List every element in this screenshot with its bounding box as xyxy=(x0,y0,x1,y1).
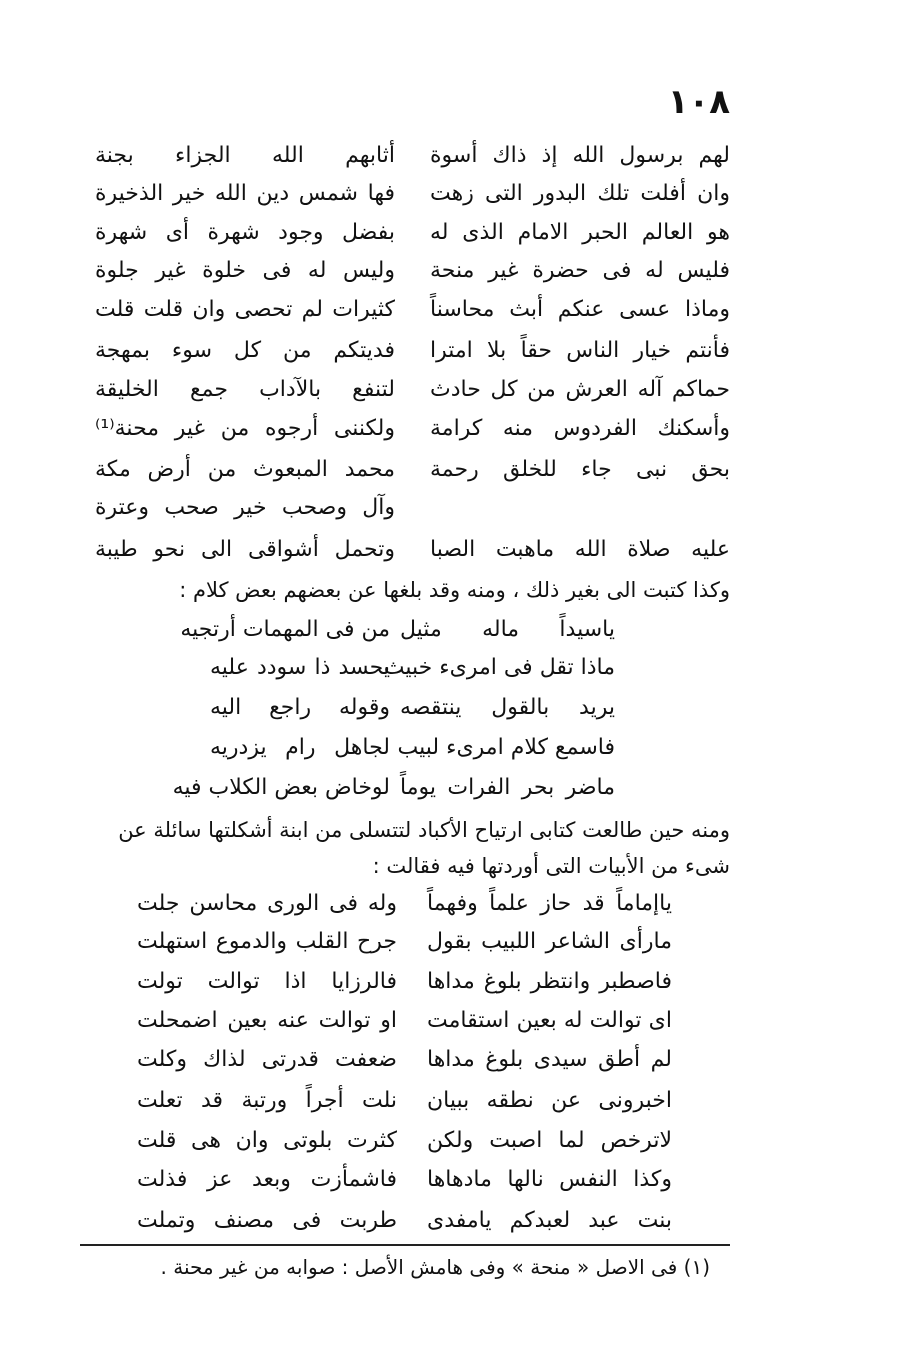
first-hemistich: هو العالم الحبر الامام الذى له xyxy=(430,220,730,245)
second-hemistich: جرح القلب والدموع استهلت xyxy=(137,929,397,954)
first-hemistich: وأسكنك الفردوس منه كرامة xyxy=(430,416,730,441)
page-number: ١٠٨ xyxy=(667,82,730,122)
first-hemistich: لم أطق سيدى بلوغ مداها xyxy=(427,1047,672,1072)
footnote: (١) فى الاصل « منحة » وفى هامش الأصل : صوابه من غير محنة . xyxy=(160,1255,710,1279)
second-hemistich: من فى المهمات أرتجيه xyxy=(180,617,390,642)
second-hemistich: يحسد ذا سودد عليه xyxy=(210,655,390,680)
verse xyxy=(0,612,910,650)
second-hemistich: او توالت عنه بعين اضمحلت xyxy=(137,1008,397,1033)
verse xyxy=(0,372,910,410)
verse xyxy=(0,215,910,253)
second-hemistich: فديتكم من كل سوء بمهجة xyxy=(95,338,395,363)
first-hemistich: اى توالت له بعين استقامت xyxy=(427,1008,672,1033)
second-hemistich: فالرزايا اذا توالت تولت xyxy=(137,969,397,994)
verse xyxy=(0,1083,910,1121)
first-hemistich: وكذا النفس نالها مادهاها xyxy=(427,1167,672,1192)
footnote-rule xyxy=(80,1244,730,1246)
verse xyxy=(0,292,910,330)
second-hemistich: بفضل وجود شهرة أى شهرة xyxy=(95,220,395,245)
first-hemistich: لهم برسول الله إذ ذاك أسوة xyxy=(430,143,730,168)
second-hemistich: طربت فى مصنف وتملت xyxy=(137,1208,397,1233)
verse xyxy=(0,411,910,449)
verse xyxy=(0,253,910,291)
prose-paragraph: وكذا كتبت الى بغير ذلك ، ومنه وقد بلغها عن بعضهم بعض كلام : xyxy=(179,578,730,602)
first-hemistich: وماذا عسى عنكم أبث محاسناً xyxy=(430,297,730,322)
first-hemistich: فاسمع كلام امرىء لبيب xyxy=(397,735,615,760)
first-hemistich: ياإماماً قد حاز علماً وفهماً xyxy=(427,891,672,916)
verse xyxy=(0,650,910,688)
verse xyxy=(0,1162,910,1200)
verse xyxy=(0,176,910,214)
first-hemistich: لاترخص لما اصبت ولكن xyxy=(427,1128,672,1153)
first-hemistich: بنت عبد لعبدكم يامفدى xyxy=(427,1208,672,1233)
first-hemistich: فاصطبر وانتظر بلوغ مداها xyxy=(427,969,672,994)
verse xyxy=(0,138,910,176)
prose-line: ومنه حين طالعت كتابى ارتياح الأكباد لتتسلى من ابنة أشكلتها سائلة عن xyxy=(118,818,730,842)
second-hemistich: وله فى الورى محاسن جلت xyxy=(137,891,397,916)
second-hemistich: فها شمس دين الله خير الذخيرة xyxy=(95,181,395,206)
verse xyxy=(0,770,910,808)
first-hemistich: فأنتم خيار الناس حقاً بلا امترا xyxy=(430,338,730,363)
second-hemistich: لجاهل رام يزدريه xyxy=(210,735,390,760)
verse xyxy=(0,1203,910,1241)
verse xyxy=(0,452,910,490)
verse xyxy=(0,924,910,962)
verse xyxy=(0,333,910,371)
second-hemistich: كثيرات لم تحصى وان قلت قلت xyxy=(95,297,395,322)
first-hemistich: حماكم آله العرش من كل حادث xyxy=(430,377,730,402)
second-hemistich: ضعفت قدرتى لذاك وكلت xyxy=(137,1047,397,1072)
verse xyxy=(0,490,910,528)
second-hemistich: ولكننى أرجوه من غير محنة⁽¹⁾ xyxy=(95,416,395,441)
second-hemistich: كثرت بلوتى وان هى قلت xyxy=(137,1128,397,1153)
first-hemistich: عليه صلاة الله ماهبت الصبا xyxy=(430,537,730,562)
second-hemistich: محمد المبعوث من أرض مكة xyxy=(95,457,395,482)
prose-line: شىء من الأبيات التى أوردتها فيه فقالت : xyxy=(372,854,730,878)
verse xyxy=(0,690,910,728)
first-hemistich: وان أفلت تلك البدور التى زهت xyxy=(430,181,730,206)
verse xyxy=(0,1003,910,1041)
verse xyxy=(0,1042,910,1080)
first-hemistich: بحق نبى جاء للخلق رحمة xyxy=(430,457,730,482)
second-hemistich: لوخاض بعض الكلاب فيه xyxy=(172,775,390,800)
second-hemistich: وقوله راجع اليه xyxy=(210,695,390,720)
first-hemistich: يريد بالقول ينتقصه xyxy=(400,695,615,720)
second-hemistich: فاشمأزت وبعد عز فذلت xyxy=(137,1167,397,1192)
first-hemistich: ماضر بحر الفرات يوماً xyxy=(400,775,615,800)
verse xyxy=(0,730,910,768)
second-hemistich: وآل وصحب خير صحب وعترة xyxy=(95,495,395,520)
first-hemistich: فليس له فى حضرة غير منحة xyxy=(430,258,730,283)
second-hemistich: وليس له فى خلوة غير جلوة xyxy=(95,258,395,283)
second-hemistich: لتنفع بالآداب جمع الخليقة xyxy=(95,377,395,402)
verse xyxy=(0,886,910,924)
second-hemistich: وتحمل أشواقى الى نحو طيبة xyxy=(95,537,395,562)
second-hemistich: نلت أجراً ورتبة قد تعلت xyxy=(137,1088,397,1113)
verse xyxy=(0,964,910,1002)
second-hemistich: أثابهم الله الجزاء بجنة xyxy=(95,143,395,168)
first-hemistich: مارأى الشاعر اللبيب بقول xyxy=(427,929,672,954)
first-hemistich: ياسيداً ماله مثيل xyxy=(400,617,615,642)
first-hemistich: اخبرونى عن نطقه ببيان xyxy=(427,1088,672,1113)
verse xyxy=(0,1123,910,1161)
verse xyxy=(0,532,910,570)
first-hemistich: ماذا تقل فى امرىء خبيث xyxy=(383,655,615,680)
